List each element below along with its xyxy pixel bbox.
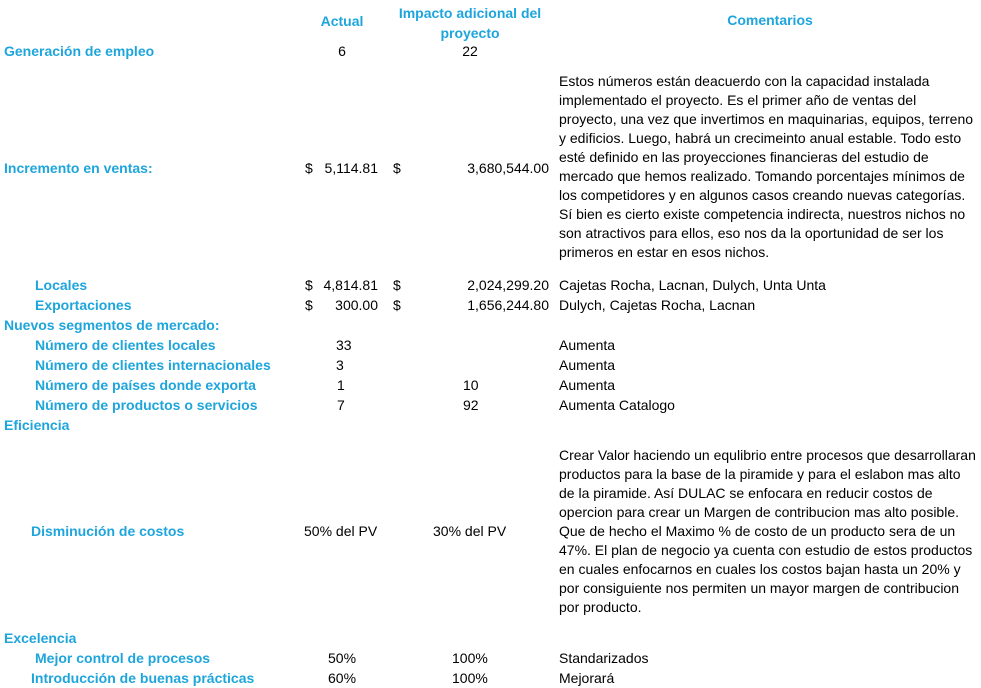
- comment-locales: Cajetas Rocha, Lacnan, Dulych, Unta Unta: [559, 277, 826, 293]
- comment-clientes-locales: Aumenta: [559, 337, 616, 353]
- label-exportaciones: Exportaciones: [35, 297, 132, 313]
- value-ventas-impacto: 3,680,544.00: [467, 160, 549, 176]
- value-practicas-impacto: 100%: [452, 670, 488, 686]
- label-eficiencia: Eficiencia: [4, 417, 70, 433]
- value-productos-impacto: 92: [463, 397, 479, 413]
- currency-locales-impacto: $: [393, 277, 401, 293]
- currency-ventas-impacto: $: [393, 160, 401, 176]
- value-productos-actual: 7: [337, 397, 345, 413]
- label-nuevos-segmentos: Nuevos segmentos de mercado:: [4, 317, 220, 333]
- value-locales-actual: 4,814.81: [323, 277, 378, 293]
- value-control-impacto: 100%: [452, 650, 488, 666]
- label-paises-exporta: Número de países donde exporta: [35, 377, 256, 393]
- value-clientes-locales-actual: 33: [336, 337, 352, 353]
- label-productos-servicios: Número de productos o servicios: [35, 397, 258, 413]
- value-exportaciones-actual: 300.00: [335, 297, 378, 313]
- value-exportaciones-impacto: 1,656,244.80: [467, 297, 549, 313]
- value-practicas-actual: 60%: [328, 670, 357, 686]
- header-impacto: Impacto adicional del proyecto: [398, 5, 542, 41]
- value-costos-actual: 50% del PV: [304, 523, 378, 539]
- comment-clientes-internacionales: Aumenta: [559, 357, 616, 373]
- value-ventas-actual: 5,114.81: [324, 160, 378, 176]
- header-actual: Actual: [320, 13, 364, 29]
- comment-control: Standarizados: [559, 650, 649, 666]
- currency-locales-actual: $: [305, 277, 313, 293]
- comment-costos: Crear Valor haciendo un equlibrio entre procesos que desarrollaran productos para la base de la piramide y para el eslabon mas alto de la piramide. Así DULAC se enfocara en reducir costos de opercion para crear un Margen de contribucion mas alto posible. Que de hecho el Maximo % de costo de un producto sera de un 47%. El plan de negocio ya cuenta con estudio de estos productos en cuales enfocarnos en cuales los costos bajan hasta un 20% y por consiguiente nos permiten un mayor margen de contribucion por producto.: [559, 447, 976, 615]
- currency-ventas-actual: $: [305, 160, 313, 176]
- label-excelencia: Excelencia: [4, 630, 77, 646]
- comment-ventas: Estos números están deacuerdo con la capacidad instalada implementado el proyecto. Es el primer año de ventas del proyecto, una vez que invertimos en maquinarias, equipos, terreno y edificios. Luego, habrá un crecimeinto anual estable. Todo esto esté definido en las proyecciones financieras del estudio de mercado que hemos realizado. Tomando porcentajes mínimos de los competidores y en algunos casos creando nuevas categorías. Sí bien es cierto existe competencia indirecta, nuestros nichos no son atractivos para ellos, eso nos da la oportunidad de ser los primeros en estar en esos nichos.: [559, 73, 974, 260]
- label-disminucion-costos: Disminución de costos: [31, 523, 185, 539]
- comment-productos: Aumenta Catalogo: [559, 397, 675, 413]
- currency-exportaciones-impacto: $: [393, 297, 401, 313]
- label-incremento-ventas: Incremento en ventas:: [4, 160, 153, 176]
- label-clientes-internacionales: Número de clientes internacionales: [35, 357, 271, 373]
- comment-practicas: Mejorará: [559, 670, 615, 686]
- comment-exportaciones: Dulych, Cajetas Rocha, Lacnan: [559, 297, 756, 313]
- label-clientes-locales: Número de clientes locales: [35, 337, 216, 353]
- header-comentarios: Comentarios: [727, 12, 813, 28]
- currency-exportaciones-actual: $: [305, 297, 313, 313]
- label-buenas-practicas: Introducción de buenas prácticas: [31, 670, 255, 686]
- label-generacion-empleo: Generación de empleo: [4, 43, 155, 59]
- value-control-actual: 50%: [328, 650, 357, 666]
- value-costos-impacto: 30% del PV: [433, 523, 507, 539]
- label-mejor-control: Mejor control de procesos: [35, 650, 211, 666]
- value-paises-impacto: 10: [463, 377, 479, 393]
- label-locales: Locales: [35, 277, 88, 293]
- value-empleo-impacto: 22: [462, 43, 478, 59]
- comment-paises: Aumenta: [559, 377, 616, 393]
- value-empleo-actual: 6: [338, 43, 346, 59]
- value-locales-impacto: 2,024,299.20: [467, 277, 549, 293]
- value-clientes-internacionales-actual: 3: [336, 357, 344, 373]
- value-paises-actual: 1: [337, 377, 345, 393]
